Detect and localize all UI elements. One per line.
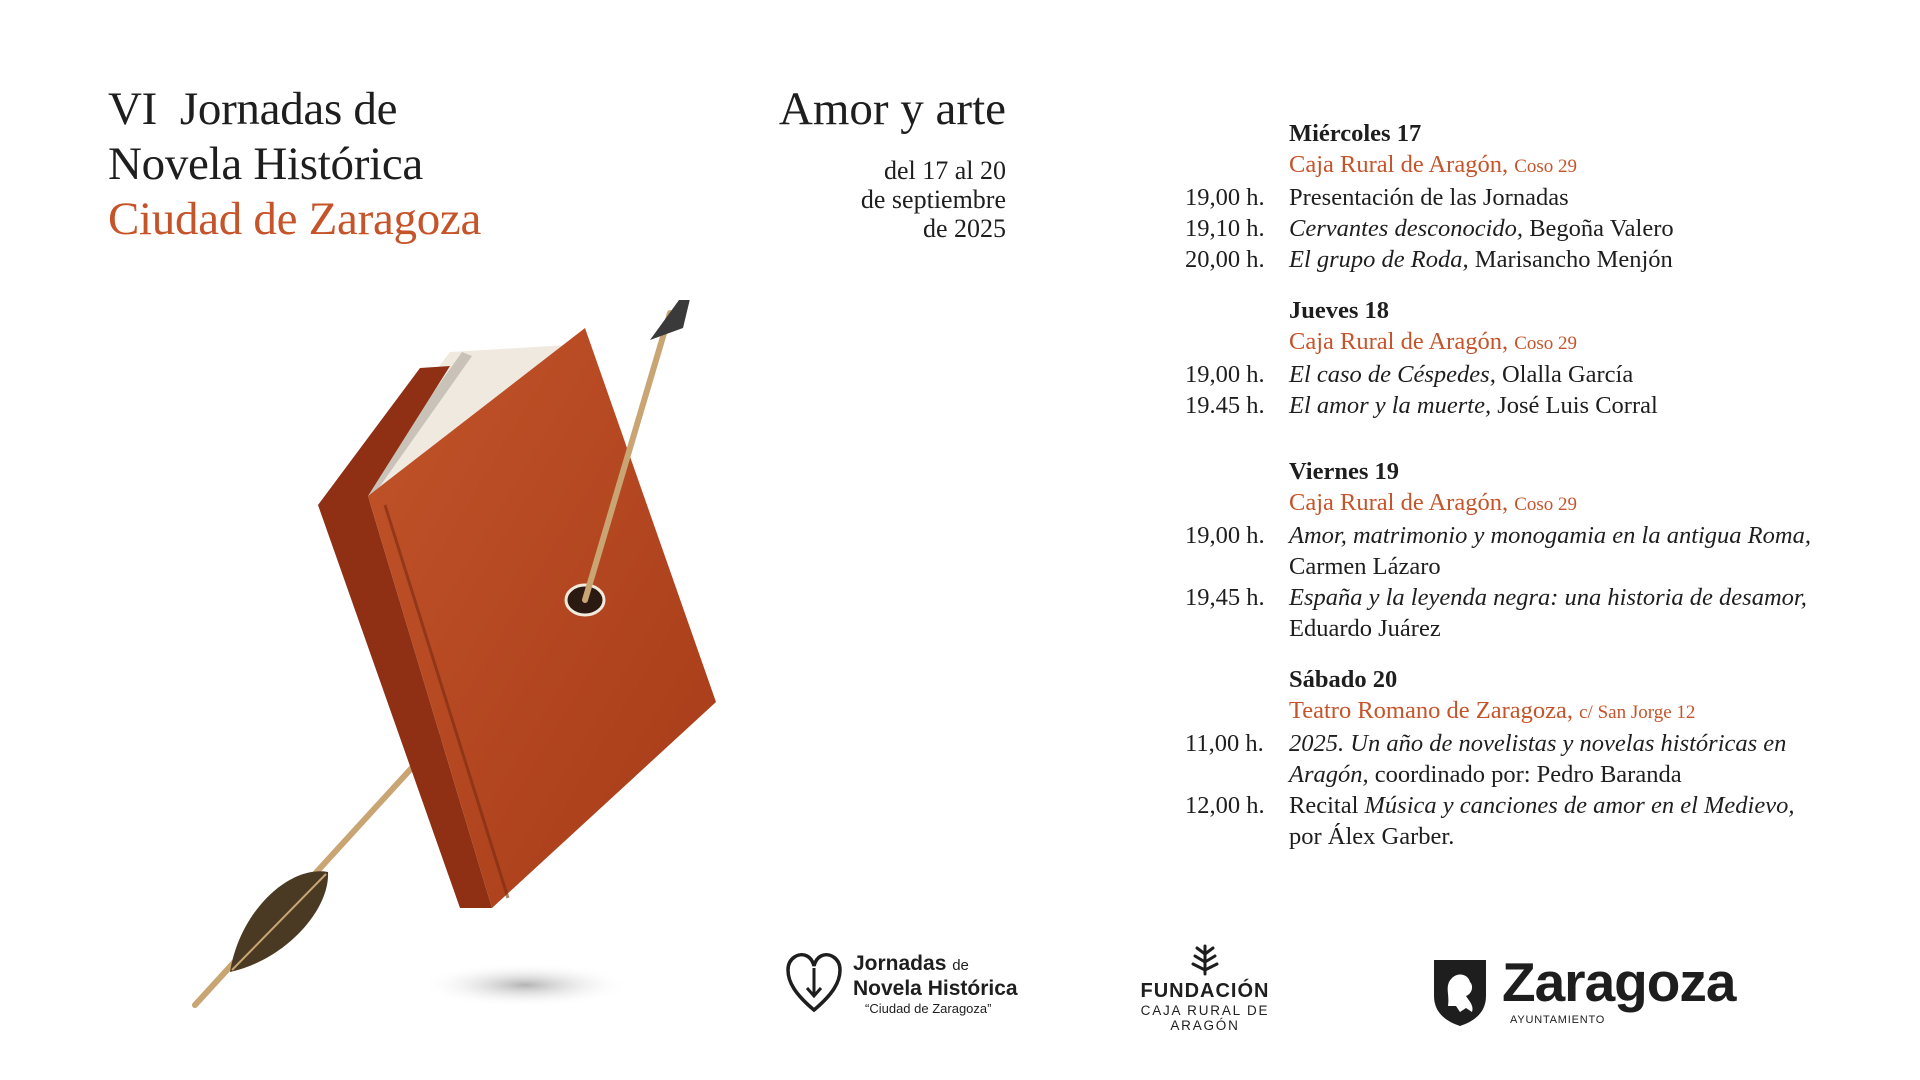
event-desc (1289, 244, 1905, 275)
fundacion-line-2: CAJA RURAL DE ARAGÓN (1140, 1003, 1270, 1033)
event-desc (1289, 728, 1809, 790)
dates-line-3: de 2025 (922, 214, 1006, 243)
venue-address: c/ San Jorge 12 (1579, 702, 1696, 723)
event-time: 19,00 h. (1185, 184, 1265, 211)
program-schedule (1185, 118, 1905, 872)
event-speaker: Presentación de las Jornadas (1289, 184, 1569, 211)
day-block (1185, 118, 1905, 275)
event-desc (1289, 520, 1905, 582)
jornadas-logo (785, 948, 1025, 1028)
event-time: 12,00 h. (1185, 792, 1265, 819)
event-time: 20,00 h. (1185, 246, 1265, 273)
event-desc (1289, 359, 1905, 390)
day-block (1185, 295, 1905, 421)
day-title: Jueves 18 (1289, 297, 1390, 324)
zaragoza-sub: AYUNTAMIENTO (1510, 1014, 1606, 1026)
venue-name: Caja Rural de Aragón, (1289, 328, 1509, 355)
event-time: 19,00 h. (1185, 522, 1265, 549)
zaragoza-logo (1430, 951, 1736, 1036)
venue-address: Coso 29 (1514, 333, 1578, 354)
event-desc (1289, 390, 1905, 421)
venue-name: Teatro Romano de Zaragoza, (1289, 697, 1573, 724)
book-arrow-illustration (180, 300, 880, 1020)
event-title: Música y canciones de amor en el Medievo, (1364, 792, 1795, 819)
event-speaker: Olalla García (1501, 361, 1634, 388)
event-speaker: coordinado por: Pedro Baranda (1374, 761, 1682, 788)
event-desc (1289, 182, 1905, 213)
event-speaker: Marisancho Menjón (1474, 246, 1673, 273)
title-line-3: Ciudad de Zaragoza (108, 193, 482, 245)
event-subtitle: Amor y arte (778, 83, 1006, 135)
event-prefix: Recital (1289, 792, 1359, 819)
venue-address: Coso 29 (1514, 156, 1578, 177)
event-row (1185, 728, 1905, 790)
event-speaker: Begoña Valero (1529, 215, 1674, 242)
day-block (1185, 664, 1905, 852)
event-row (1185, 582, 1905, 644)
jornadas-logo-text (853, 952, 1018, 1018)
book-heart-icon (785, 948, 843, 1018)
dates-line-1: del 17 al 20 (883, 156, 1006, 185)
fundacion-line-1: FUNDACIÓN (1140, 980, 1270, 1002)
event-speaker: Eduardo Juárez (1289, 615, 1441, 642)
event-row (1185, 520, 1905, 582)
event-speaker: por Álex Garber. (1289, 823, 1455, 850)
day-title: Miércoles 17 (1289, 120, 1422, 147)
event-time: 19,10 h. (1185, 215, 1265, 242)
day-block (1185, 456, 1905, 644)
event-row (1185, 359, 1905, 390)
day-title: Sábado 20 (1289, 666, 1398, 693)
event-row (1185, 390, 1905, 421)
pen-nib (650, 300, 695, 340)
event-row (1185, 790, 1905, 852)
event-title: El grupo de Roda, (1289, 246, 1469, 273)
logo-line-3: “Ciudad de Zaragoza” (865, 1001, 992, 1016)
event-title: España y la leyenda negra: una historia de desamor, (1289, 584, 1807, 611)
fundacion-logo (1105, 940, 1305, 1033)
dates-line-2: de septiembre (860, 185, 1006, 214)
title-line-1: VI Jornadas de (108, 83, 398, 135)
event-title: Amor, matrimonio y monogamia en la antigua Roma, (1289, 522, 1811, 549)
event-title: El amor y la muerte, (1289, 392, 1492, 419)
day-venue (1185, 326, 1905, 359)
venue-name: Caja Rural de Aragón, (1289, 489, 1509, 516)
wheat-icon (1185, 940, 1225, 976)
book-shadow (420, 963, 630, 1007)
event-speaker: Carmen Lázaro (1289, 553, 1441, 580)
event-row (1185, 182, 1905, 213)
event-title (108, 82, 481, 247)
zaragoza-name: Zaragoza (1502, 951, 1736, 1013)
venue-address: Coso 29 (1514, 494, 1578, 515)
event-desc (1289, 582, 1905, 644)
event-time: 11,00 h. (1185, 730, 1264, 757)
event-time: 19,45 h. (1185, 584, 1265, 611)
event-row (1185, 244, 1905, 275)
event-title: Cervantes desconocido, (1289, 215, 1524, 242)
event-speaker: José Luis Corral (1497, 392, 1658, 419)
event-desc (1289, 790, 1905, 852)
event-dates (861, 156, 1006, 243)
day-venue (1185, 487, 1905, 520)
event-row (1185, 213, 1905, 244)
event-desc (1289, 213, 1905, 244)
event-time: 19,00 h. (1185, 361, 1265, 388)
day-venue (1185, 695, 1905, 728)
event-time: 19.45 h. (1185, 392, 1265, 419)
event-title: 2025. Un año de novelistas y novelas históricas en Aragón, (1289, 730, 1787, 788)
day-venue (1185, 149, 1905, 182)
title-line-2: Novela Histórica (108, 138, 423, 190)
logo-line-1: Jornadas (853, 952, 947, 975)
logo-line-1-small: de (952, 957, 969, 974)
venue-name: Caja Rural de Aragón, (1289, 151, 1509, 178)
logo-line-2: Novela Histórica (853, 977, 1018, 1000)
lion-shield-icon (1430, 956, 1490, 1028)
event-title: El caso de Céspedes, (1289, 361, 1496, 388)
day-title: Viernes 19 (1289, 458, 1399, 485)
